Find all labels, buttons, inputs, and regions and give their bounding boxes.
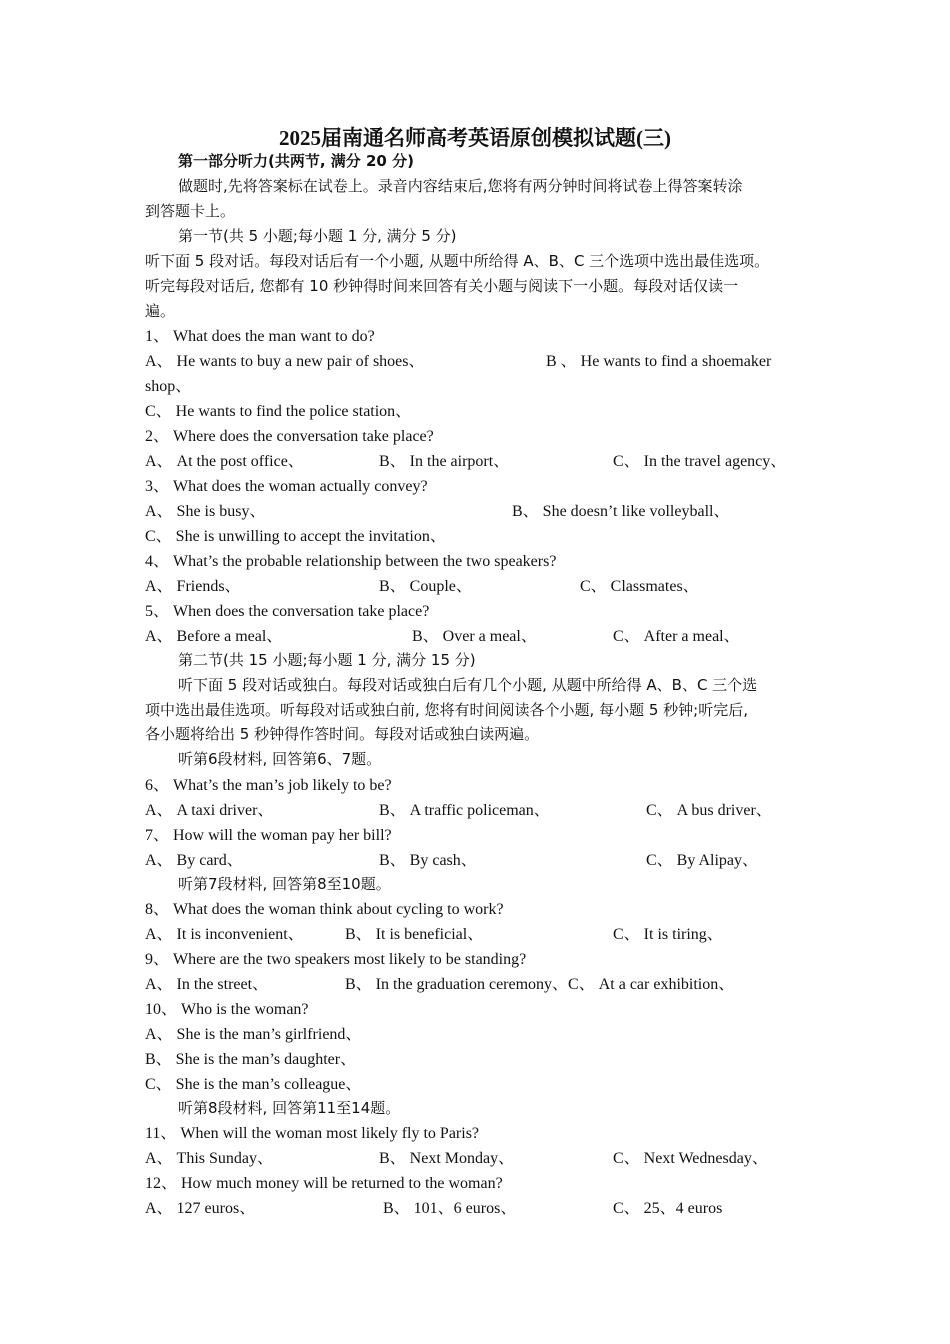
question-2-options — [0, 449, 950, 474]
question-10-option-b: B、 She is the man’s daughter、 — [145, 1051, 357, 1068]
question-6-options — [0, 798, 950, 823]
question-3-option-c: C、 She is unwilling to accept the invitation、 — [145, 528, 446, 545]
option-c: C、 A bus driver、 — [646, 802, 772, 819]
option-c: C、 After a meal、 — [613, 628, 740, 645]
option-a: A、 It is inconvenient、 — [145, 926, 304, 943]
question-10-option-a: A、 She is the man’s girlfriend、 — [145, 1026, 362, 1043]
option-c: C、 In the travel agency、 — [613, 453, 787, 470]
material-8-heading: 听第8段材料, 回答第11至14题。 — [178, 1099, 401, 1117]
question-10-option-c: C、 She is the man’s colleague、 — [145, 1076, 362, 1093]
section2-instruction-1: 听下面 5 段对话或独白。每段对话或独白后有几个小题, 从题中所给得 A、B、C 三个选 — [178, 676, 758, 694]
section2-instruction-2: 项中选出最佳选项。听每段对话或独白前, 您将有时间阅读各个小题, 每小题 5 秒钟;听完后, — [145, 701, 748, 719]
part1-heading: 第一部分听力(共两节, 满分 20 分) — [178, 152, 414, 170]
option-c: C、 By Alipay、 — [646, 852, 759, 869]
option-a: A、 By card、 — [145, 852, 243, 869]
intro-line-2: 到答题卡上。 — [145, 202, 236, 220]
option-b: B、 It is beneficial、 — [345, 926, 484, 943]
option-a: A、 127 euros、 — [145, 1200, 256, 1217]
section2-instruction-3: 各小题将给出 5 秒钟得作答时间。每段对话或独白读两遍。 — [145, 725, 540, 743]
option-a: A、 He wants to buy a new pair of shoes、 — [145, 353, 425, 370]
question-10: 10、 Who is the woman? — [145, 1001, 309, 1018]
option-b: B、 She doesn’t like volleyball、 — [512, 503, 730, 520]
material-6-heading: 听第6段材料, 回答第6、7题。 — [178, 750, 382, 768]
option-b: B、 Next Monday、 — [379, 1150, 515, 1167]
option-a: A、 She is busy、 — [145, 503, 266, 520]
question-8: 8、 What does the woman think about cycling to work? — [145, 901, 504, 918]
question-3: 3、 What does the woman actually convey? — [145, 478, 428, 495]
section1-heading: 第一节(共 5 小题;每小题 1 分, 满分 5 分) — [178, 227, 457, 245]
exam-title: 2025届南通名师高考英语原创模拟试题(三) — [279, 126, 671, 150]
section1-instruction-1: 听下面 5 段对话。每段对话后有一个小题, 从题中所给得 A、B、C 三个选项中选出最佳选项。 — [145, 252, 770, 270]
option-c: C、 Classmates、 — [580, 578, 699, 595]
option-c: C、 25、4 euros — [613, 1200, 723, 1217]
material-7-heading: 听第7段材料, 回答第8至10题。 — [178, 875, 391, 893]
question-7-options — [0, 848, 950, 873]
question-5: 5、 When does the conversation take place? — [145, 603, 430, 620]
question-7: 7、 How will the woman pay her bill? — [145, 827, 392, 844]
option-a: A、 Before a meal、 — [145, 628, 283, 645]
question-9-options — [0, 972, 950, 997]
section1-instruction-3: 遍。 — [145, 302, 176, 320]
option-a: A、 At the post office、 — [145, 453, 304, 470]
question-5-options — [0, 624, 950, 649]
option-b-and-c: B、 In the graduation ceremony、C、 At a car exhibition、 — [345, 976, 735, 993]
option-a: A、 Friends、 — [145, 578, 241, 595]
option-b: B、 In the airport、 — [379, 453, 510, 470]
option-a: A、 In the street、 — [145, 976, 269, 993]
option-c: C、 Next Wednesday、 — [613, 1150, 768, 1167]
question-9: 9、 Where are the two speakers most likely to be standing? — [145, 951, 527, 968]
question-12: 12、 How much money will be returned to the woman? — [145, 1175, 503, 1192]
option-a: A、 This Sunday、 — [145, 1150, 274, 1167]
option-b: B、 By cash、 — [379, 852, 477, 869]
question-4-options — [0, 574, 950, 599]
question-1: 1、 What does the man want to do? — [145, 328, 375, 345]
option-b: B、 Over a meal、 — [412, 628, 537, 645]
section1-instruction-2: 听完每段对话后, 您都有 10 秒钟得时间来回答有关小题与阅读下一小题。每段对话仅读一 — [145, 277, 739, 295]
section2-heading: 第二节(共 15 小题;每小题 1 分, 满分 15 分) — [178, 651, 476, 669]
option-b: B、 A traffic policeman、 — [379, 802, 550, 819]
intro-line-1: 做题时,先将答案标在试卷上。录音内容结束后,您将有两分钟时间将试卷上得答案转涂 — [178, 177, 743, 195]
question-11: 11、 When will the woman most likely fly to Paris? — [145, 1125, 480, 1142]
question-6: 6、 What’s the man’s job likely to be? — [145, 777, 392, 794]
question-1-option-c: C、 He wants to find the police station、 — [145, 403, 412, 420]
question-1-option-b-cont: shop、 — [145, 378, 192, 395]
option-b: B 、 He wants to find a shoemaker — [546, 353, 772, 370]
option-a: A、 A taxi driver、 — [145, 802, 274, 819]
question-12-options — [0, 1196, 950, 1221]
question-4: 4、 What’s the probable relationship between the two speakers? — [145, 553, 557, 570]
question-1-options — [0, 349, 950, 374]
option-b: B、 Couple、 — [379, 578, 472, 595]
question-3-options — [0, 499, 950, 524]
option-b: B、 101、6 euros、 — [383, 1200, 517, 1217]
question-11-options — [0, 1146, 950, 1171]
question-2: 2、 Where does the conversation take place? — [145, 428, 434, 445]
question-8-options — [0, 922, 950, 947]
option-c: C、 It is tiring、 — [613, 926, 723, 943]
